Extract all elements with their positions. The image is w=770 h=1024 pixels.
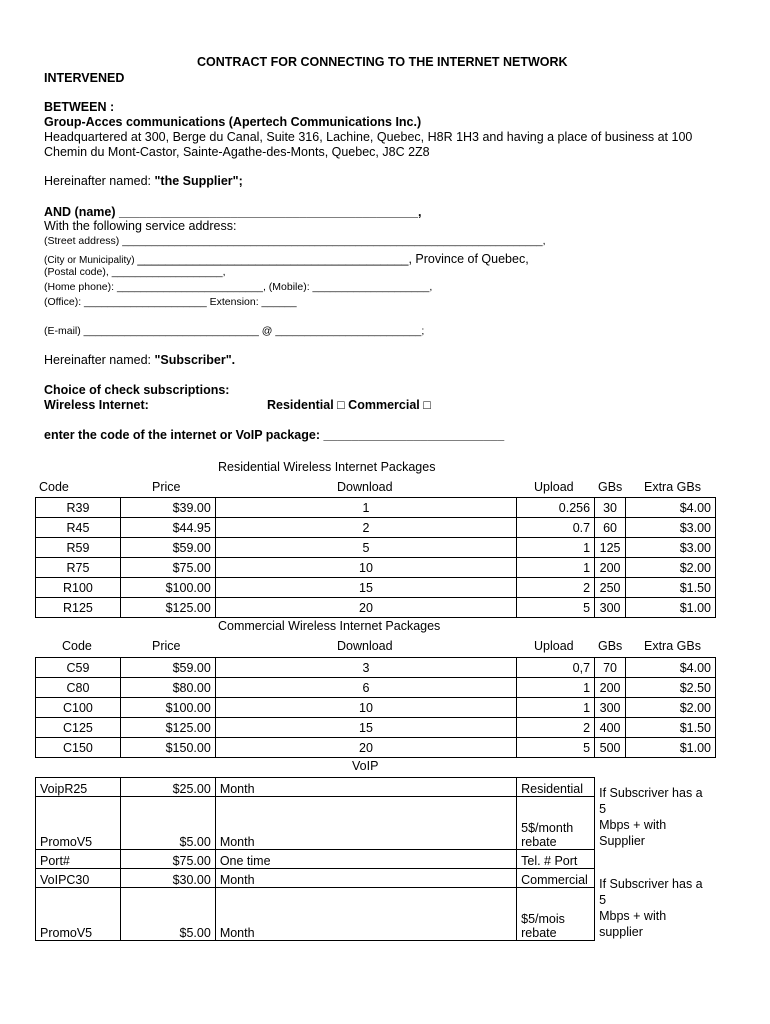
document-title: CONTRACT FOR CONNECTING TO THE INTERNET NETWORK — [197, 55, 568, 69]
table-row — [36, 850, 715, 869]
col-header-price: Price — [152, 480, 181, 494]
package-download: 3 — [215, 658, 516, 678]
voip-billing: Month — [215, 869, 516, 888]
voip-rebate — [517, 797, 595, 850]
package-code: R45 — [36, 518, 121, 538]
package-extra-gbs: $1.50 — [626, 718, 716, 738]
voip-type: Tel. # Port — [517, 850, 595, 869]
package-upload: 1 — [517, 698, 595, 718]
hereinafter-supplier — [44, 174, 243, 189]
package-price: $125.00 — [120, 598, 215, 618]
package-gbs: 500 — [595, 738, 626, 758]
subscriber-name-field[interactable]: AND (name) ___________________________________________, — [44, 205, 422, 219]
package-upload: 1 — [517, 538, 595, 558]
col-header-price: Price — [152, 639, 181, 653]
package-gbs: 30 — [595, 498, 626, 518]
table-row — [36, 658, 716, 678]
package-code: C80 — [36, 678, 121, 698]
package-gbs: 200 — [595, 678, 626, 698]
package-gbs: 300 — [595, 598, 626, 618]
wireless-label: Wireless Internet: — [44, 398, 149, 412]
package-upload: 0.7 — [517, 518, 595, 538]
voip-billing: Month — [215, 797, 516, 850]
package-code: C100 — [36, 698, 121, 718]
package-price: $125.00 — [120, 718, 215, 738]
voip-code: VoIPC30 — [36, 869, 121, 888]
voip-price: $5.00 — [120, 797, 215, 850]
package-extra-gbs: $1.00 — [626, 598, 716, 618]
package-gbs: 250 — [595, 578, 626, 598]
package-gbs: 200 — [595, 558, 626, 578]
package-upload: 2 — [517, 578, 595, 598]
package-download: 10 — [215, 558, 516, 578]
col-header-extra-gbs: Extra GBs — [644, 639, 701, 653]
package-price: $80.00 — [120, 678, 215, 698]
package-download: 10 — [215, 698, 516, 718]
package-gbs: 400 — [595, 718, 626, 738]
subscription-type-checkboxes[interactable]: Residential □ Commercial □ — [267, 398, 431, 412]
note-line: Supplier — [599, 833, 645, 848]
table-row — [36, 538, 716, 558]
package-extra-gbs: $2.00 — [626, 558, 716, 578]
package-code: C150 — [36, 738, 121, 758]
col-header-code: Code — [62, 639, 92, 653]
note-line: Mbps + with — [599, 908, 667, 923]
residential-packages-table — [35, 497, 716, 618]
package-price: $39.00 — [120, 498, 215, 518]
table-row — [36, 578, 716, 598]
package-price: $100.00 — [120, 698, 215, 718]
package-extra-gbs: $4.00 — [626, 498, 716, 518]
package-price: $150.00 — [120, 738, 215, 758]
package-upload: 5 — [517, 598, 595, 618]
voip-code: Port# — [36, 850, 121, 869]
package-download: 5 — [215, 538, 516, 558]
note-line: If Subscriver has a 5 — [599, 876, 703, 907]
street-address-field[interactable]: (Street address) ________________________________________________________________________, — [44, 235, 546, 247]
voip-billing: Month — [215, 778, 516, 797]
between-label: BETWEEN : — [44, 100, 115, 114]
package-price: $59.00 — [120, 658, 215, 678]
office-fields[interactable]: (Office): _____________________ Extension: ______ — [44, 296, 297, 308]
col-header-download: Download — [337, 480, 393, 494]
package-code: R125 — [36, 598, 121, 618]
col-header-upload: Upload — [534, 480, 574, 494]
package-code-field[interactable]: enter the code of the internet or VoIP package: __________________________ — [44, 428, 505, 442]
package-upload: 1 — [517, 558, 595, 578]
package-price: $75.00 — [120, 558, 215, 578]
package-upload: 2 — [517, 718, 595, 738]
hereinafter-prefix: Hereinafter named: — [44, 174, 155, 188]
note-line: supplier — [599, 924, 643, 939]
table-row — [36, 738, 716, 758]
intervened-label: INTERVENED — [44, 71, 125, 85]
package-upload: 0.256 — [517, 498, 595, 518]
col-header-download: Download — [337, 639, 393, 653]
package-upload: 0,7 — [517, 658, 595, 678]
col-header-extra-gbs: Extra GBs — [644, 480, 701, 494]
voip-rebate — [517, 888, 595, 941]
table-row — [36, 718, 716, 738]
package-gbs: 60 — [595, 518, 626, 538]
note-line: If Subscriver has a 5 — [599, 785, 703, 816]
col-header-gbs: GBs — [598, 639, 623, 653]
table-row — [36, 797, 715, 850]
package-code: R59 — [36, 538, 121, 558]
package-extra-gbs: $4.00 — [626, 658, 716, 678]
rebate-label: rebate — [521, 835, 557, 849]
supplier-address-line2: Chemin du Mont-Castor, Sainte-Agathe-des-Monts, Quebec, J8C 2Z8 — [44, 145, 430, 159]
package-download: 15 — [215, 578, 516, 598]
package-gbs: 125 — [595, 538, 626, 558]
city-line: _______________________________________, Province of Quebec, — [137, 252, 529, 266]
note-line: Mbps + with — [599, 817, 667, 832]
choice-label: Choice of check subscriptions: — [44, 383, 230, 397]
package-extra-gbs: $1.50 — [626, 578, 716, 598]
email-field[interactable]: (E-mail) ______________________________ @ _________________________; — [44, 325, 425, 337]
subscriber-alias: "Subscriber". — [154, 353, 236, 367]
table-row — [36, 558, 716, 578]
package-price: $44.95 — [120, 518, 215, 538]
package-extra-gbs: $3.00 — [626, 518, 716, 538]
voip-billing: Month — [215, 888, 516, 941]
package-code: C59 — [36, 658, 121, 678]
package-upload: 5 — [517, 738, 595, 758]
package-download: 6 — [215, 678, 516, 698]
package-download: 20 — [215, 598, 516, 618]
rebate-label: rebate — [521, 926, 557, 940]
commercial-table-title: Commercial Wireless Internet Packages — [218, 619, 441, 633]
voip-note — [595, 785, 715, 850]
package-code: C125 — [36, 718, 121, 738]
voip-table — [35, 777, 715, 941]
col-header-gbs: GBs — [598, 480, 623, 494]
supplier-address-line1: Headquartered at 300, Berge du Canal, Suite 316, Lachine, Quebec, H8R 1H3 and having a place of business at 100 — [44, 130, 693, 144]
voip-code: VoipR25 — [36, 778, 121, 797]
supplier-name: Group-Acces communications (Apertech Communications Inc.) — [44, 115, 422, 129]
hereinafter-prefix: Hereinafter named: — [44, 353, 155, 367]
package-code: R39 — [36, 498, 121, 518]
col-header-code: Code — [39, 480, 69, 494]
package-price: $59.00 — [120, 538, 215, 558]
package-download: 15 — [215, 718, 516, 738]
residential-table-title: Residential Wireless Internet Packages — [218, 460, 436, 474]
voip-billing: One time — [215, 850, 516, 869]
rebate-amount: 5$/month — [521, 821, 574, 835]
voip-table-title: VoIP — [352, 759, 379, 773]
city-label: (City or Municipality) — [44, 255, 138, 266]
voip-type: Commercial — [517, 869, 595, 888]
rebate-amount: $5/mois — [521, 912, 565, 926]
voip-note — [595, 876, 715, 941]
voip-price: $75.00 — [120, 850, 215, 869]
voip-code: PromoV5 — [36, 888, 121, 941]
hereinafter-subscriber — [44, 353, 235, 368]
table-row — [36, 678, 716, 698]
package-upload: 1 — [517, 678, 595, 698]
package-gbs: 300 — [595, 698, 626, 718]
package-code: R100 — [36, 578, 121, 598]
supplier-alias: "the Supplier"; — [154, 174, 243, 188]
table-row — [36, 888, 715, 941]
package-gbs: 70 — [595, 658, 626, 678]
voip-note-empty — [595, 850, 715, 869]
voip-price: $25.00 — [120, 778, 215, 797]
voip-price: $5.00 — [120, 888, 215, 941]
package-extra-gbs: $2.50 — [626, 678, 716, 698]
package-price: $100.00 — [120, 578, 215, 598]
col-header-upload: Upload — [534, 639, 574, 653]
package-download: 2 — [215, 518, 516, 538]
phone-fields[interactable]: (Home phone): _________________________, (Mobile): ____________________, — [44, 281, 433, 293]
table-row — [36, 518, 716, 538]
package-extra-gbs: $2.00 — [626, 698, 716, 718]
table-row — [36, 498, 716, 518]
postal-code-field[interactable]: (Postal code), ___________________, — [44, 266, 226, 278]
package-extra-gbs: $3.00 — [626, 538, 716, 558]
package-extra-gbs: $1.00 — [626, 738, 716, 758]
package-download: 1 — [215, 498, 516, 518]
table-row — [36, 598, 716, 618]
service-address-label: With the following service address: — [44, 219, 237, 233]
voip-code: PromoV5 — [36, 797, 121, 850]
commercial-packages-table — [35, 657, 716, 758]
package-code: R75 — [36, 558, 121, 578]
package-download: 20 — [215, 738, 516, 758]
voip-type: Residential — [517, 778, 595, 797]
table-row — [36, 698, 716, 718]
voip-price: $30.00 — [120, 869, 215, 888]
